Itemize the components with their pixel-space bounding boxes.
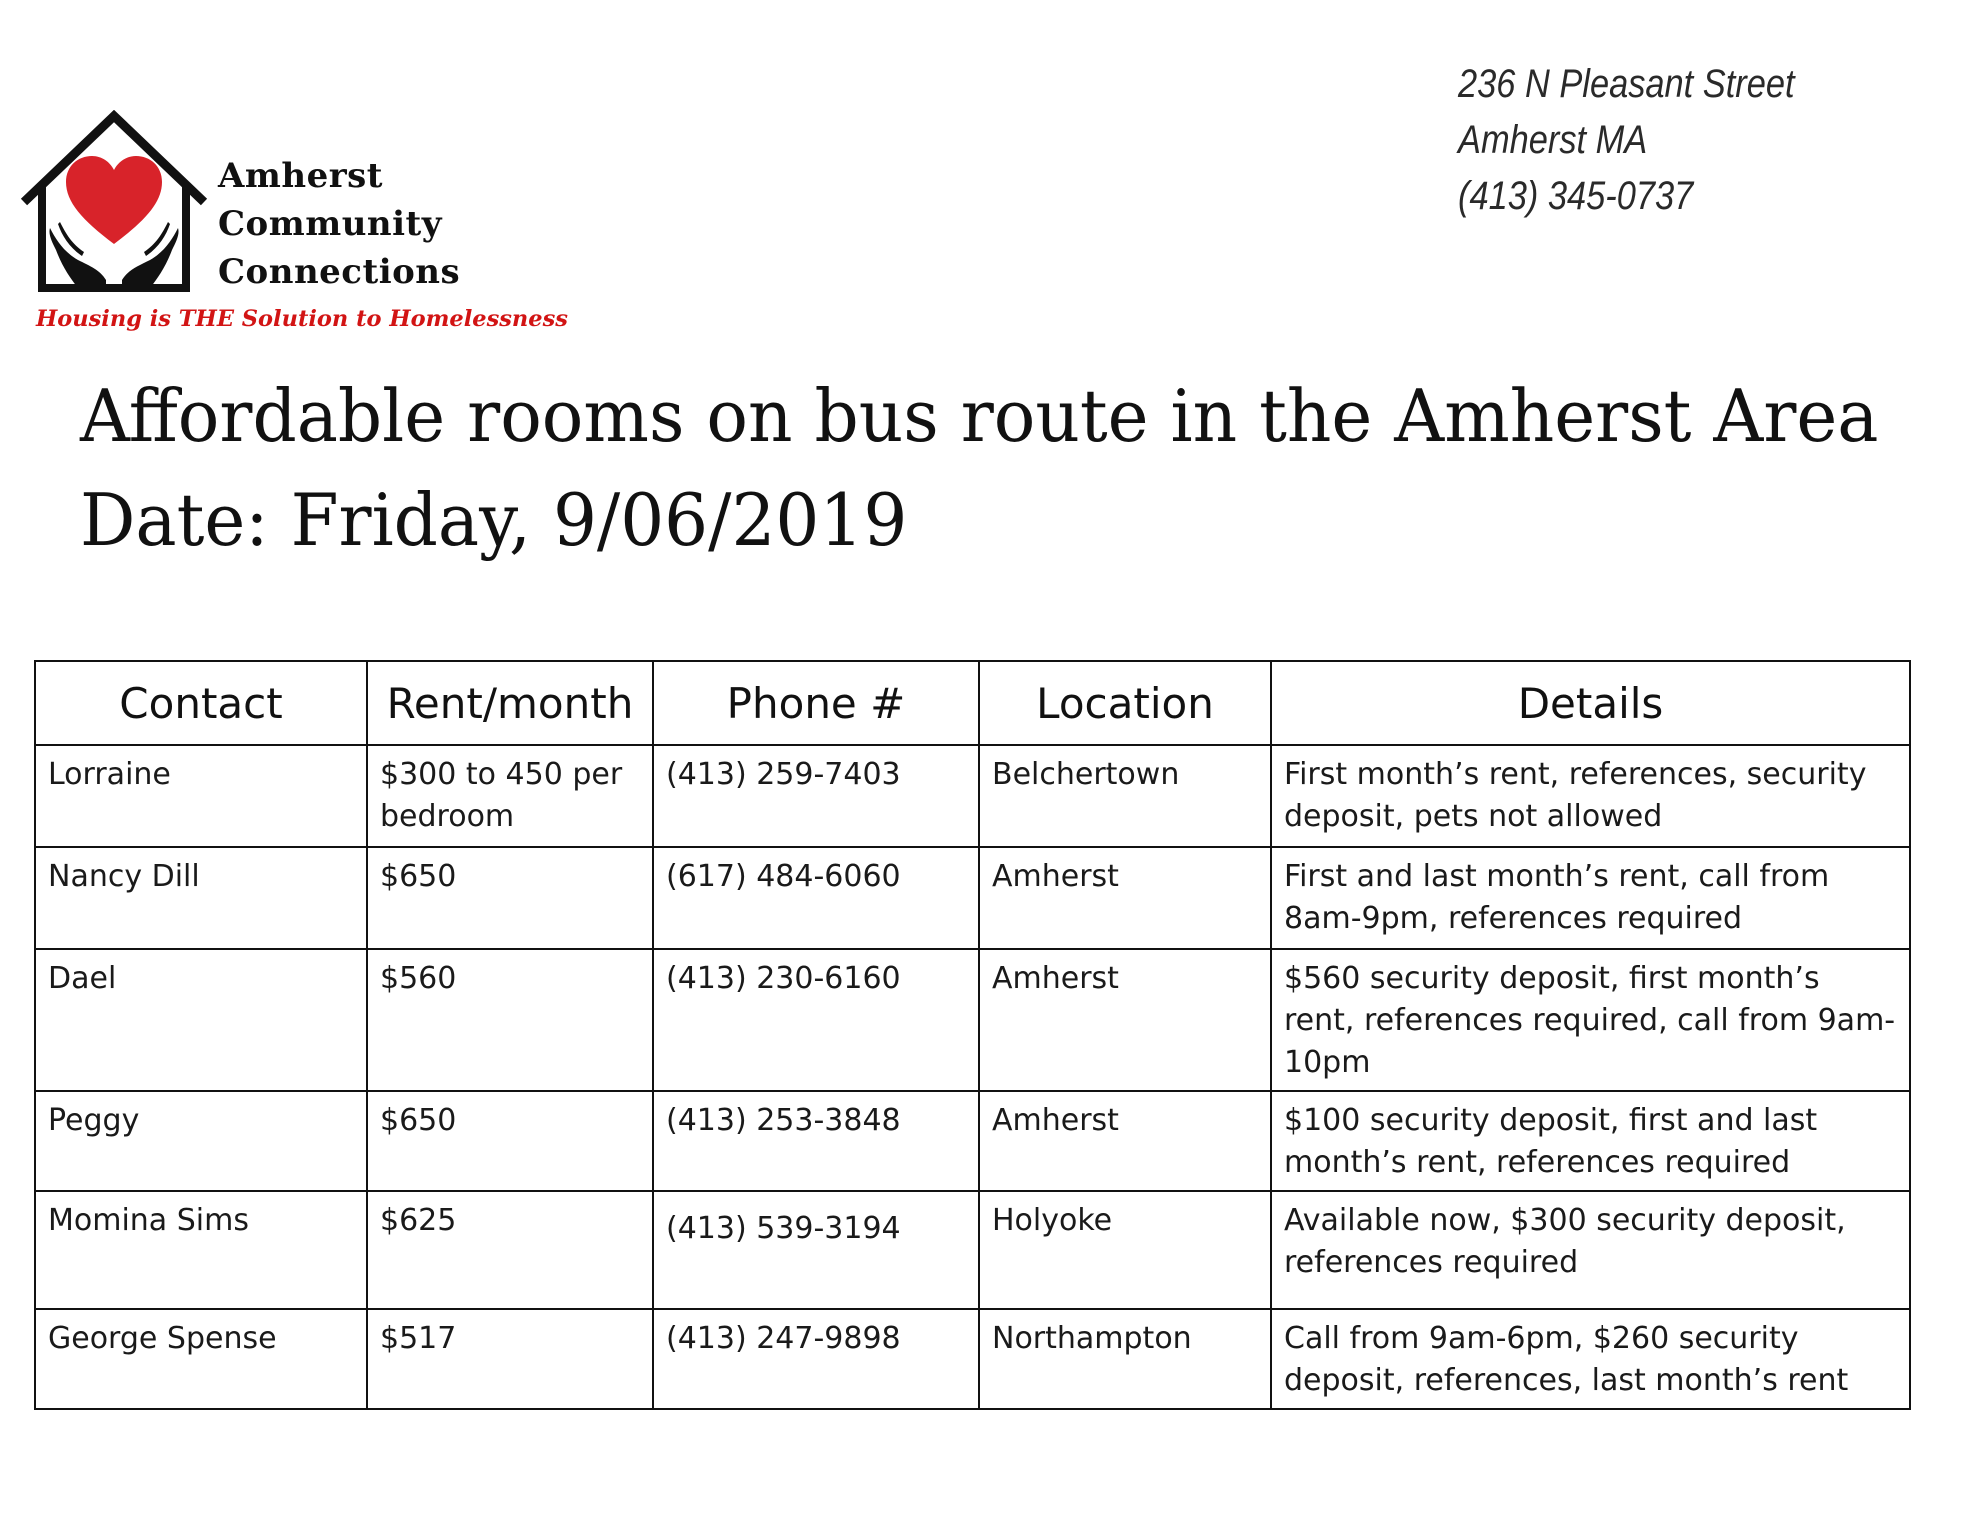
page-heading: [80, 364, 1879, 572]
organization-name: [218, 152, 460, 296]
cell-contact: George Spense: [35, 1309, 367, 1409]
page-title: Affordable rooms on bus route in the Amherst Area: [80, 374, 1879, 458]
rooms-table: [34, 660, 1911, 1410]
cell-details: Available now, $300 security deposit, references required: [1271, 1191, 1910, 1309]
table-row: [35, 1091, 1910, 1191]
cell-rent: $650: [367, 847, 653, 949]
house-heart-hands-icon: [20, 110, 208, 296]
cell-location: Amherst: [979, 847, 1271, 949]
organization-tagline: Housing is THE Solution to Homelessness: [36, 306, 568, 332]
address-city: Amherst MA: [1458, 118, 1648, 162]
column-header-contact: Contact: [35, 661, 367, 745]
table-header-row: [35, 661, 1910, 745]
cell-phone: (617) 484-6060: [653, 847, 979, 949]
cell-rent: $650: [367, 1091, 653, 1191]
cell-location: Amherst: [979, 1091, 1271, 1191]
cell-contact: Momina Sims: [35, 1191, 367, 1309]
column-header-rent: Rent/month: [367, 661, 653, 745]
cell-location: Holyoke: [979, 1191, 1271, 1309]
cell-location: Amherst: [979, 949, 1271, 1091]
cell-phone: (413) 253-3848: [653, 1091, 979, 1191]
table-row: [35, 847, 1910, 949]
table-row: [35, 949, 1910, 1091]
cell-phone: (413) 247-9898: [653, 1309, 979, 1409]
cell-phone: (413) 230-6160: [653, 949, 979, 1091]
cell-details: First and last month’s rent, call from 8am-9pm, references required: [1271, 847, 1910, 949]
organization-logo: [14, 106, 568, 340]
column-header-location: Location: [979, 661, 1271, 745]
column-header-details: Details: [1271, 661, 1910, 745]
cell-contact: Dael: [35, 949, 367, 1091]
cell-rent: $560: [367, 949, 653, 1091]
organization-name-line: Connections: [218, 252, 461, 292]
cell-rent: $300 to 450 per bedroom: [367, 745, 653, 847]
column-header-phone: Phone #: [653, 661, 979, 745]
organization-name-line: Community: [218, 204, 443, 244]
cell-details: $100 security deposit, first and last month’s rent, references required: [1271, 1091, 1910, 1191]
cell-details: $560 security deposit, first month’s rent, references required, call from 9am-10pm: [1271, 949, 1910, 1091]
cell-details: First month’s rent, references, security deposit, pets not allowed: [1271, 745, 1910, 847]
cell-phone: (413) 539-3194: [653, 1191, 979, 1309]
cell-rent: $517: [367, 1309, 653, 1409]
contact-address: [1458, 56, 1795, 224]
cell-location: Northampton: [979, 1309, 1271, 1409]
cell-contact: Nancy Dill: [35, 847, 367, 949]
cell-details: Call from 9am-6pm, $260 security deposit, references, last month’s rent: [1271, 1309, 1910, 1409]
table-row: [35, 745, 1910, 847]
page-date: Date: Friday, 9/06/2019: [80, 478, 908, 562]
table-row: [35, 1309, 1910, 1409]
organization-name-line: Amherst: [218, 156, 383, 196]
cell-contact: Lorraine: [35, 745, 367, 847]
address-street: 236 N Pleasant Street: [1458, 62, 1795, 106]
cell-location: Belchertown: [979, 745, 1271, 847]
cell-rent: $625: [367, 1191, 653, 1309]
address-phone: (413) 345-0737: [1458, 174, 1694, 218]
table-row: [35, 1191, 1910, 1309]
cell-contact: Peggy: [35, 1091, 367, 1191]
cell-phone: (413) 259-7403: [653, 745, 979, 847]
